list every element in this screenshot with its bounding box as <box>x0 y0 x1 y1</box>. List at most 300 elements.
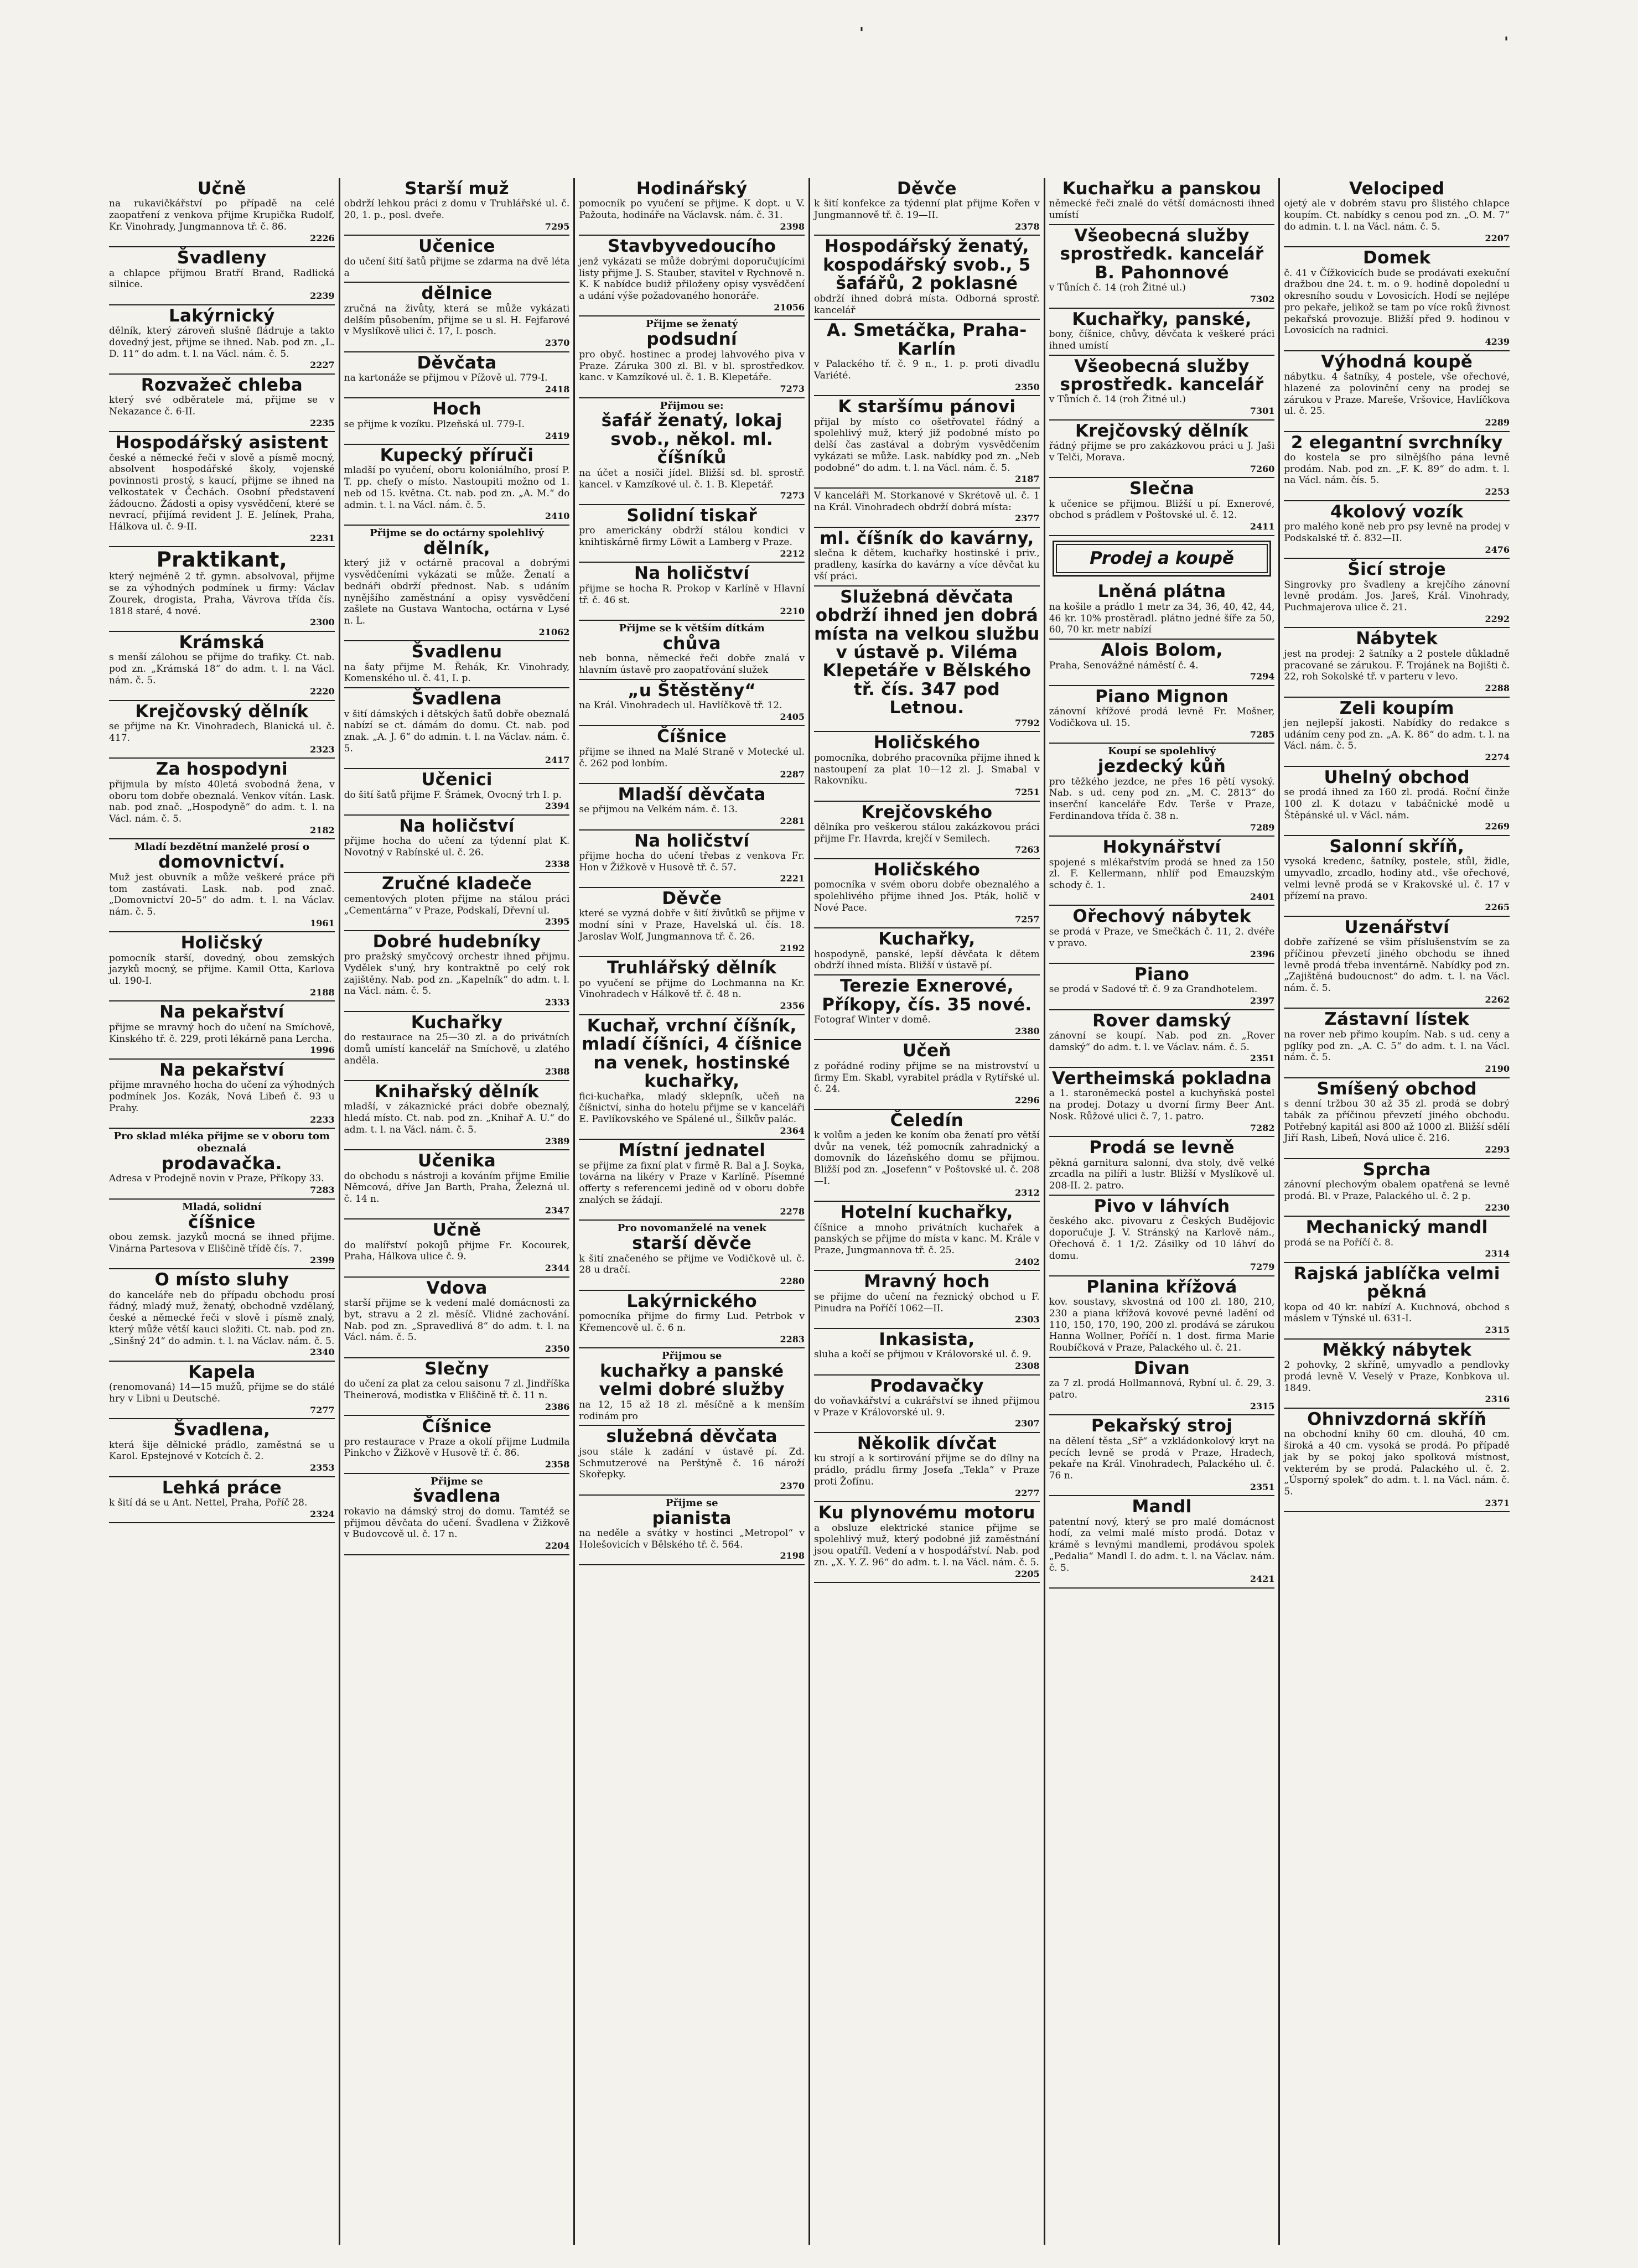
classified-ad <box>1284 1009 1510 1078</box>
ad-number: 2277 <box>1015 1487 1040 1498</box>
ad-heading: dělnice <box>421 283 493 304</box>
ad-heading: Lakýrnického <box>626 1291 757 1311</box>
ad-number: 7279 <box>1250 1262 1275 1273</box>
classified-ad <box>344 445 570 526</box>
ad-heading: Prodavačky <box>869 1376 984 1396</box>
ad-number: 2401 <box>1250 891 1275 902</box>
ad-number: 2278 <box>780 1206 805 1217</box>
ad-text: se přijme za fixní plat v firmě R. Bal a J. Soyka, továrna na likéry v Praze v Karlíně. Písemné offerty s referencemi jedině od v oboru dobře znalých se žádají. <box>579 1160 805 1206</box>
classified-ad <box>814 1329 1040 1376</box>
ad-number: 7273 <box>780 383 805 394</box>
ad-column <box>573 178 808 2245</box>
ad-heading: Učně <box>197 179 246 199</box>
ad-heading: Švadleny <box>177 248 267 268</box>
classified-ad <box>344 688 570 769</box>
ad-text: do kanceláře neb do případu obchodu prosí řádný, mladý muž, ženatý, obchodně vzdělaný, české a německé řeči v slově i písmě znalý, který může větší kauci složiti. Ct. nab. pod zn. „Sinšný 24“ do admin. t. l. na Václav. nám. č. 5. <box>109 1289 335 1347</box>
ad-number: 2198 <box>780 1550 805 1561</box>
ad-text: do restaurace na 25—30 zl. a do privátních domů umístí kancelář na Smíchově, u zlatého anděla. <box>344 1032 570 1066</box>
classified-ad <box>1049 686 1275 744</box>
ad-text: z pořádné rodiny přijme se na mistrovství u firmy Em. Skabl, vyrabitel prádla v Rytířské ul. č. 24. <box>814 1060 1040 1095</box>
ad-text: a chlapce přijmou Bratří Brand, Radlická silnice. <box>109 267 335 290</box>
classified-ad <box>579 316 805 398</box>
ad-heading: Vdova <box>426 1278 488 1298</box>
ad-pre-heading: Mladá, solidní <box>182 1201 262 1213</box>
ad-heading: Lehká práce <box>162 1477 282 1498</box>
ad-heading: Za hospodyni <box>155 759 288 780</box>
classified-ad <box>1049 356 1275 421</box>
ad-text: který nejméně 2 tř. gymn. absolvoval, přijme se za výhodných podmínek u firmy: Václav Zourek, drogista, Praha, Vávrova třída čís. 1818 staré, 4 nové. <box>109 571 335 617</box>
ad-heading: Krejčovský dělník <box>1075 421 1249 441</box>
classified-ad <box>814 489 1040 528</box>
ad-text: se přijmou na Velkém nám. č. 13. <box>579 804 738 816</box>
ad-column <box>339 178 574 2245</box>
classified-ad <box>1049 178 1275 225</box>
classified-ad <box>579 784 805 831</box>
ad-heading: chůva <box>662 633 721 653</box>
classified-ad <box>814 1110 1040 1202</box>
ad-text: která šije dělnické prádlo, zaměstná se u Karol. Epstejnové v Kotcích č. 2. <box>109 1439 335 1462</box>
ad-heading: Učenice <box>418 236 495 257</box>
classified-ad <box>814 1271 1040 1328</box>
ad-text: hospodyně, panské, lepší děvčata k dětem obdrží ihned místa. Bližší v ústavě pí. <box>814 948 1040 972</box>
ad-heading: Číšnice <box>657 726 727 747</box>
classified-ad <box>814 732 1040 801</box>
ad-number: 2315 <box>1250 1400 1275 1411</box>
ad-text: V kanceláři M. Storkanové v Skrétově ul. č. 1 na Král. Vinohradech obdrží dobrá místa: <box>814 490 1040 513</box>
ad-heading: Sprcha <box>1362 1159 1431 1180</box>
ad-text: se přijme do učení na řeznický obchod u F. Pinudra na Poříčí 1062—II. <box>814 1291 1040 1314</box>
classified-ad <box>579 957 805 1015</box>
ad-text: a 1. staroněmecká postel a kuchyňská postel na prodej. Dotazy u dvorní firmy Beer Ant. Nosk. Růžové ulici č. 7, 1. patro. <box>1049 1088 1275 1122</box>
classified-ad <box>109 632 335 701</box>
classified-ad <box>109 247 335 305</box>
ad-number: 2308 <box>1015 1361 1040 1371</box>
ad-number: 7283 <box>310 1185 335 1196</box>
ad-text: starší přijme se k vedení malé domácnosti za byt, stravu a 2 zl. měsíč. Vlidné zachování. Nab. pod zn. „Spravedlivá 8“ do adm. t. l. na Václ. nám. č. 5. <box>344 1298 570 1343</box>
ad-heading: Prodá se levně <box>1089 1138 1235 1158</box>
ad-heading: Krejčovského <box>861 802 993 822</box>
ad-text: číšnice a mnoho privátních kuchařek a panských se přijme do místa v kanc. M. Krále v Praze, Jungmannova tř. č. 25. <box>814 1222 1040 1257</box>
ad-heading: Měkký nábytek <box>1322 1340 1472 1360</box>
ad-number: 2269 <box>1485 821 1510 832</box>
ad-heading: Piano Mignon <box>1095 686 1229 707</box>
ad-number: 2210 <box>780 606 805 617</box>
ad-heading: Rover damský <box>1092 1010 1231 1031</box>
ad-heading: šafář ženatý, lokaj svob., někol. ml. číšníků <box>601 411 782 468</box>
classified-ad <box>1049 1358 1275 1415</box>
ad-heading: Starší muž <box>405 179 509 199</box>
ad-text: do učení za plat za celou saisonu 7 zl. Jindříška Theinerová, modistka v Eliščině tř. č. 11 n. <box>344 1378 570 1401</box>
ad-heading: Hokynářství <box>1102 837 1221 858</box>
ad-text: na 12, 15 až 18 zl. měsíčně a k menším rodinám pro <box>579 1399 805 1422</box>
ad-heading: Kuchařky <box>411 1012 503 1032</box>
ad-text: a obsluze elektrické stanice přijme se spolehlivý muž, který podobné již zaměstnání jsou opatříl. Vedení a v hospodářství. Nab. pod zn. „X. Y. Z. 96“ do adm. t. l. na Václ. nám. č. 5. <box>814 1522 1040 1568</box>
classified-ad <box>344 352 570 399</box>
ad-text: v Tůních č. 14 (roh Žitné ul.) <box>1049 394 1186 406</box>
ad-number: 2410 <box>545 511 570 522</box>
ad-number: 2417 <box>545 754 570 765</box>
classified-ad <box>814 396 1040 489</box>
classified-ad <box>579 1348 805 1426</box>
ad-heading: Ohnivzdorná skříň <box>1307 1409 1487 1429</box>
ad-heading: pianista <box>652 1508 732 1528</box>
ad-pre-heading: Mladí bezdětní manželé prosí o <box>134 841 309 853</box>
ad-heading: Pivo v láhvích <box>1093 1196 1230 1216</box>
ad-number: 2351 <box>1250 1053 1275 1064</box>
ad-text: přijal by místo co ošetřovatel řádný a spolehlivý muž, který již podobné místo po delší čas zastával a dobrým vysvědčením vykázati se může. Lask. nabídky pod zn. „Neb podobné“ do adm. t. l. na Václ. nám. č. 5. <box>814 416 1040 474</box>
ad-number: 2386 <box>545 1401 570 1412</box>
ad-heading: jezdecký kůň <box>1097 756 1226 777</box>
ad-heading: Salonní skříň, <box>1329 836 1465 857</box>
ad-text: ku strojí a k sortirování přijme se do dílny na prádlo, prádlu firmy Josefa „Tekla“ v Praze proti Žofínu. <box>814 1453 1040 1487</box>
ad-text: Muž jest obuvník a může veškeré práce při tom zastávati. Lask. nab. pod znač. „Domovnictví 20–5“ do adm. t. l. na Václav. nám. č. 5. <box>109 871 335 917</box>
classified-ad <box>1284 351 1510 432</box>
ad-number: 2388 <box>545 1066 570 1077</box>
ad-heading: Kuchařky, panské, <box>1072 309 1252 329</box>
classified-ad <box>1284 559 1510 628</box>
classified-ad <box>579 236 805 316</box>
ad-heading: Několik dívčat <box>857 1433 997 1454</box>
ad-text: pro těžkého jezdce, ne přes 16 pětí vysoký. Nab. s ud. ceny pod zn. „M. C. 2813“ do inserční kanceláře Edv. Terše v Praze, Ferdinandova třída č. 38 n. <box>1049 776 1275 822</box>
ad-heading: Kupecký příruči <box>380 445 534 466</box>
classified-ad <box>579 621 805 680</box>
ad-heading: Rajská jablíčka velmi pěkná <box>1293 1263 1500 1302</box>
ad-heading: Smíšený obchod <box>1316 1078 1477 1099</box>
ad-heading: kuchařky a panské velmi dobré služby <box>599 1361 785 1400</box>
classified-ad <box>344 641 570 688</box>
ad-heading: Krámská <box>179 632 265 652</box>
ad-heading: švadlena <box>413 1486 501 1507</box>
ad-number: 2253 <box>1485 486 1510 497</box>
ad-text: do učení šití šatů přijme se zdarma na dvě léta a <box>344 256 570 279</box>
classified-ad <box>109 932 335 1001</box>
classified-ad <box>109 1129 335 1200</box>
ad-number: 2287 <box>780 769 805 780</box>
ad-heading: Hodinářský <box>636 179 748 199</box>
ad-number: 7302 <box>1250 294 1275 305</box>
ad-text: obdrží lehkou práci z domu v Truhlářské ul. č. 20, 1. p., posl. dveře. <box>344 198 570 221</box>
ad-heading: Číšnice <box>422 1416 492 1437</box>
ad-number: 2288 <box>1485 683 1510 693</box>
ad-number: 2296 <box>1015 1094 1040 1106</box>
ad-text: kov. soustavy, skvostná od 100 zl. 180, 210, 230 a piana křížová kovové pevné ladění od 110, 150, 170, 190, 200 zl. prodává se zárukou Hanna Wollner, Poříčí n. 1 dost. firma Marie Roubíčková v Praze, Palackého ul. č. 21. <box>1049 1296 1275 1354</box>
ad-heading: Vertheimská pokladna <box>1051 1068 1272 1088</box>
ad-heading: Kapela <box>188 1362 256 1382</box>
ad-text: k šití značeného se přijme ve Vodičkově ul. č. 28 u dračí. <box>579 1253 805 1276</box>
classified-ad <box>1284 917 1510 1009</box>
ad-text: přijme se ihned na Malé Straně v Motecké ul. č. 262 pod lonbím. <box>579 746 805 769</box>
ad-number: 2356 <box>780 1000 805 1011</box>
ad-text: na dělení těsta „Sř“ a vzkládonkolový kryt na pecích levně se prodá v Praze, Hradech, pekaře na Král. Vinohradech, Palackého ul. č. 76 n. <box>1049 1435 1275 1482</box>
ad-number: 7282 <box>1250 1122 1275 1133</box>
ad-number: 2212 <box>780 548 805 559</box>
ad-heading: Lakýrnický <box>168 305 275 326</box>
classified-ad <box>109 178 335 247</box>
ad-text: českého akc. pivovaru z Českých Budějovic doporučuje J. V. Stránský na Karlově nám., Ořechová č. 1 1/2. Zásilky od 10 láhví do domu. <box>1049 1216 1275 1262</box>
ad-heading: O místo sluhy <box>154 1270 289 1290</box>
ad-number: 2351 <box>1250 1481 1275 1492</box>
ad-text: za 7 zl. prodá Hollmannová, Rybní ul. č. 29, 3. patro. <box>1049 1378 1275 1401</box>
ad-heading: Ořechový nábytek <box>1072 906 1251 927</box>
classified-ad <box>109 1419 335 1477</box>
ad-text: jen nejlepší jakosti. Nabídky do redakce s udáním ceny pod zn. „A. K. 86“ do adm. t. l. na Václ. nám. č. 5. <box>1284 717 1510 752</box>
ad-text: se přijme na Kr. Vinohradech, Blanická ul. č. 417. <box>109 721 335 744</box>
ad-number: 2405 <box>780 711 805 722</box>
ad-text: na šaty přijme M. Řehák, Kr. Vinohrady, Komenského ul. č. 41, I. p. <box>344 661 570 684</box>
ad-number: 2315 <box>1485 1325 1510 1336</box>
classified-ad <box>109 1200 335 1269</box>
ad-pre-heading: Přijmou se: <box>660 399 724 412</box>
page-mark-right: ' <box>1504 34 1509 51</box>
ad-heading: Učeň <box>902 1041 951 1061</box>
ad-heading: Mladší děvčata <box>618 784 766 805</box>
ad-text: k učenice se přijmou. Bližší u pí. Exnerové, obchod s prádlem v Poštovské ul. č. 12. <box>1049 498 1275 521</box>
classified-ad <box>344 1219 570 1277</box>
ad-text: zánovní se koupí. Nab. pod zn. „Rover damský“ do adm. t. l. ve Václav. nám. č. 5. <box>1049 1030 1275 1053</box>
ad-heading: Kuchařku a panskou <box>1062 179 1262 199</box>
ad-number: 2350 <box>545 1343 570 1354</box>
classified-ad <box>814 587 1040 733</box>
classified-ad <box>1049 1415 1275 1496</box>
classified-ad <box>109 1477 335 1524</box>
classified-ad <box>1049 478 1275 536</box>
ad-heading: Holičského <box>873 860 981 880</box>
classified-ad <box>1049 225 1275 309</box>
ad-text: vysoká kredenc, šatníky, postele, stůl, židle, umyvadlo, zrcadlo, hodiny atd., vše ořechové, velmi levně prodá se v Krakovské ul. č. 17 v přízemí na pravo. <box>1284 856 1510 902</box>
classified-ad <box>1049 581 1275 640</box>
ad-text: řádný přijme se pro zakázkovou práci u J. Jaši v Telči, Morava. <box>1049 440 1275 463</box>
classified-ad <box>344 931 570 1012</box>
ad-number: 2280 <box>780 1276 805 1287</box>
classified-ad <box>579 1291 805 1348</box>
ad-heading: Švadlena <box>412 689 502 709</box>
ad-number: 2402 <box>1015 1256 1040 1267</box>
ad-number: 21062 <box>538 626 570 637</box>
ad-number: 2324 <box>310 1508 335 1519</box>
ad-number: 2378 <box>1015 221 1040 232</box>
classified-ad <box>1284 247 1510 351</box>
ad-heading: ml. číšník do kavárny, <box>820 528 1034 548</box>
classified-ad <box>814 1040 1040 1109</box>
ad-text: se prodá v Praze, ve Smečkách č. 11, 2. dvéře v pravo. <box>1049 926 1275 949</box>
ad-text: pomocníka v svém oboru dobře obeznalého a spolehlivého přijme ihned Jos. Pták, holič v Nové Pace. <box>814 879 1040 914</box>
ad-heading: Stavbyvedoucího <box>608 236 776 257</box>
ad-text: které se vyzná dobře v šití živůtků se přijme v modní síni v Praze, Havelská ul. čís. 18. Jaroslav Wolf, Jungmannova tř. č. 26. <box>579 908 805 942</box>
ad-text: do malířství pokojů přijme Fr. Kocourek, Praha, Hálkova ulice č. 9. <box>344 1239 570 1263</box>
ad-heading: Slečny <box>424 1358 489 1379</box>
ad-number: 1961 <box>310 917 335 928</box>
ad-heading: Pekařský stroj <box>1091 1416 1233 1436</box>
ad-number: 7273 <box>780 490 805 501</box>
classified-ad <box>1049 906 1275 963</box>
ad-text: bony, číšnice, chůvy, děvčata k veškeré práci ihned umístí <box>1049 329 1275 351</box>
classified-ad <box>1284 698 1510 767</box>
ad-heading: „u Štěstěny“ <box>628 680 756 700</box>
ad-text: na košile a prádlo 1 metr za 34, 36, 40, 42, 44, 46 kr. 10% prostěradl. plátno jedné šíře za 50, 60, 70 kr. metr nabízí <box>1049 601 1275 636</box>
ad-column <box>808 178 1044 2245</box>
ad-heading: Šicí stroje <box>1347 559 1446 580</box>
ad-text: pěkná garnitura salonní, dva stoly, dvě velké zrcadla na pilíři a lustr. Bližší v Myslíkově ul. 208-II. 2. patro. <box>1049 1157 1275 1192</box>
ad-number: 2394 <box>545 801 570 812</box>
ad-number: 2476 <box>1485 544 1510 555</box>
section-banner <box>1053 541 1272 577</box>
ad-heading: Na holičství <box>634 831 750 851</box>
ad-heading: Učně <box>432 1220 481 1241</box>
ad-number: 2205 <box>1015 1568 1040 1579</box>
ad-text: pro restaurace v Praze a okolí přijme Ludmila Pinkcho v Žižkově v Husově tř. č. 86. <box>344 1436 570 1459</box>
ad-text: k volům a jeden ke koním oba ženatí pro větší dvůr na venek, též pomocník zahradnický a domovník do lázeňského domu se přijmou. Bližší pod zn. „Josefenn“ v Poštovské ul. č. 208—I. <box>814 1129 1040 1187</box>
ad-heading: Na holičství <box>634 563 750 584</box>
ad-heading: Truhlářský dělník <box>607 958 777 978</box>
classified-ad <box>814 1202 1040 1271</box>
ad-text: Fotograf Winter v domě. <box>814 1014 931 1026</box>
ad-number: 2353 <box>310 1462 335 1473</box>
ad-number: 2364 <box>780 1125 805 1136</box>
ad-text: se prodá v Sadové tř. č. 9 za Grandhotelem. <box>1049 984 1258 995</box>
ad-number: 2265 <box>1485 902 1510 913</box>
ad-number: 2314 <box>1485 1248 1510 1259</box>
ad-text: se prodá ihned za 160 zl. prodá. Roční činže 100 zl. K dotazu v tabáčnické modě u Štěpánské ul. v Václ. nám. <box>1284 787 1510 821</box>
ad-number: 2220 <box>310 686 335 697</box>
ad-number: 2187 <box>1015 474 1040 485</box>
classified-ad <box>1049 744 1275 837</box>
ad-text: na neděle a svátky v hostinci „Metropol“ v Holešovicích v Bělského tř. č. 564. <box>579 1527 805 1550</box>
ad-number: 2182 <box>310 824 335 835</box>
ad-text: do šití šatů přijme F. Šrámek, Ovocný trh I. p. <box>344 789 562 801</box>
ad-heading: A. Smetáčka, Praha-Karlín <box>827 320 1027 359</box>
ad-text: nábytku. 4 šatníky, 4 postele, vše ořechové, hlazené za polovinční ceny na prodej se zárukou v Praze. Mareše, Vršovice, Havlíčkova ul. č. 25. <box>1284 371 1510 417</box>
ad-number: 2204 <box>545 1540 570 1551</box>
ad-text: (renomovaná) 14—15 mužů, přijme se do stálé hry v Libni u Deutsché. <box>109 1382 335 1404</box>
ad-heading: Hoch <box>432 399 481 419</box>
ad-heading: Švadlena, <box>173 1420 271 1440</box>
ad-heading: Kuchař, vrchní číšník, mladí číšníci, 4 číšnice na venek, hostinské kuchařky, <box>582 1015 802 1092</box>
ad-number: 2347 <box>545 1205 570 1216</box>
ad-text: slečna k dětem, kuchařky hostinské i priv., pradleny, kasírka do kavárny a více děvčat ku vší práci. <box>814 548 1040 582</box>
ad-number: 2418 <box>545 383 570 395</box>
ad-number: 2421 <box>1250 1574 1275 1585</box>
classified-ad <box>579 1015 805 1140</box>
ad-number: 2377 <box>1015 513 1040 524</box>
ad-number: 2398 <box>780 221 805 232</box>
classified-ad <box>344 769 570 816</box>
classified-ad <box>814 802 1040 859</box>
classified-ad <box>1049 1496 1275 1589</box>
classified-ad <box>344 1012 570 1081</box>
classified-ad <box>344 398 570 445</box>
ad-number: 2227 <box>310 360 335 371</box>
classified-ad <box>344 873 570 931</box>
ad-heading: Zručné kladeče <box>381 874 532 894</box>
ad-text: fici-kuchařka, mladý sklepník, učeň na číšnictví, sinha do hotelu přijme se v kanceláři E. Pavlíkovského ve Spálené ul., Šilkův palác. <box>579 1091 805 1125</box>
ad-number: 2283 <box>780 1333 805 1345</box>
ad-heading: Děvče <box>896 179 957 199</box>
ad-pre-heading: Přijme se <box>431 1475 483 1487</box>
ad-heading: Učenici <box>421 770 493 790</box>
ad-number: 2395 <box>545 916 570 927</box>
ad-heading: Hotelní kuchařky, <box>840 1202 1013 1223</box>
ad-text: na obchodní knihy 60 cm. dlouhá, 40 cm. široká a 40 cm. vysoká se prodá. Po případě jak by se pokoj jako spolková místnost, vekterém by se prodá. Palackého ul. č. 2. „Úsporný spolek“ do adm. t. l. na Václ. nám. č. 5. <box>1284 1429 1510 1497</box>
classified-ad <box>579 1140 805 1221</box>
classified-ad <box>344 1278 570 1358</box>
ad-number: 2380 <box>1015 1025 1040 1036</box>
ad-heading: Dobré hudebníky <box>372 931 541 952</box>
ad-text: jenž vykázati se může dobrými doporučujícími listy přijme J. S. Stauber, stavitel v Rychnově n. K. K nabídce budiž přiloženy opisy vysvědčení a udání výše požadovaného honoráře. <box>579 256 805 302</box>
ad-heading: Hospodářský ženatý, kospodářský svob., 5 šafářů, 2 poklasné <box>823 236 1031 294</box>
ad-heading: Na pekařství <box>159 1002 284 1023</box>
ad-number: 2262 <box>1485 994 1510 1005</box>
ad-text: k šití konfekce za týdenní plat přijme Kořen v Jungmannově tř. č. 19—II. <box>814 198 1040 221</box>
ad-number: 2371 <box>1485 1497 1510 1508</box>
ad-heading: Učenika <box>418 1151 496 1171</box>
ad-number: 2358 <box>545 1459 570 1470</box>
ad-number: 2411 <box>1250 521 1275 532</box>
classified-ad <box>344 1358 570 1416</box>
ad-number: 7792 <box>1015 717 1040 728</box>
ad-heading: Domek <box>1362 248 1431 268</box>
ad-text: do voňavkářství a cukrářství se ihned přijmou v Praze v Královorské ul. 9. <box>814 1395 1040 1418</box>
ad-text: na rover neb přimo koupím. Nab. s ud. ceny a pglíky pod zn. „A. C. 5“ do adm. t. l. na Václ. nám. č. 5. <box>1284 1029 1510 1063</box>
ad-heading: Praktikant, <box>156 548 287 572</box>
ad-column <box>1278 178 1513 2245</box>
classified-ad <box>814 975 1040 1040</box>
ad-number: 7301 <box>1250 406 1275 417</box>
ad-heading: podsudní <box>646 329 737 350</box>
ad-number: 2293 <box>1485 1144 1510 1155</box>
ad-number: 7263 <box>1015 844 1040 855</box>
classified-ad <box>579 1221 805 1290</box>
ad-number: 2188 <box>310 987 335 998</box>
classified-ad <box>344 1150 570 1219</box>
ad-number: 2396 <box>1250 949 1275 960</box>
classified-ad <box>1284 1078 1510 1159</box>
ad-heading: Rozvažeč chleba <box>141 375 303 395</box>
ad-heading: Děvče <box>662 889 722 909</box>
classified-ad <box>814 320 1040 396</box>
ad-heading: Piano <box>1134 964 1190 984</box>
ad-heading: Místní jednatel <box>618 1140 766 1161</box>
ad-text: pomocník starší, dovedný, obou zemských jazyků mocný, se přijme. Kamil Otta, Karlova ul. 190-I. <box>109 952 335 987</box>
ad-heading: Na holičství <box>399 816 515 836</box>
ad-pre-heading: Pro novomanželé na venek <box>617 1222 766 1234</box>
ad-number: 4239 <box>1485 336 1510 347</box>
ad-number: 2226 <box>310 232 335 243</box>
classified-ad <box>814 1433 1040 1502</box>
ad-number: 2389 <box>545 1135 570 1146</box>
ad-text: pomocníka, dobrého pracovníka přijme ihned k nastoupení za plat 10—12 zl. J. Smabal v Rakovníku. <box>814 752 1040 787</box>
ad-text: na rukavičkářství po případě na celé zaopatření z venkova přijme Krupička Rudolf, Kr. Vinohrady, Jungmannova tř. č. 86. <box>109 198 335 232</box>
classified-ad <box>1284 1409 1510 1512</box>
ad-text: přijme mravného hocha do učení za výhodných podmínek Jos. Kozák, Nová Libeň č. 93 u Prahy. <box>109 1079 335 1114</box>
classified-ad <box>814 1376 1040 1433</box>
classified-ad <box>1049 1137 1275 1196</box>
ad-number: 2289 <box>1485 417 1510 428</box>
ad-heading: Uhelný obchod <box>1324 767 1470 787</box>
ad-heading: Velociped <box>1349 179 1445 199</box>
ad-text: zánovní plechovým obalem opatřená se levně prodá. Bl. v Praze, Palackého ul. č. 2 p. <box>1284 1179 1510 1202</box>
ad-heading: Všeobecná služby sprostředk. kancelář B. Pahonnové <box>1060 225 1264 283</box>
classified-ad <box>579 888 805 957</box>
classified-ad <box>1284 501 1510 559</box>
classified-ad <box>1284 1217 1510 1263</box>
ad-number: 2292 <box>1485 613 1510 624</box>
ad-text: v Tůních č. 14 (roh Žitné ul.) <box>1049 282 1186 294</box>
ad-number: 2312 <box>1015 1187 1040 1198</box>
classified-ad <box>1049 640 1275 686</box>
classified-ad <box>109 547 335 631</box>
ad-text: zánovní křížové prodá levně Fr. Mošner, Vodičkova ul. 15. <box>1049 706 1275 729</box>
ad-text: spojené s mlékařstvím prodá se hned za 150 zl. F. Kellermann, nhlíř pod Emauzským schody č. 1. <box>1049 857 1275 891</box>
